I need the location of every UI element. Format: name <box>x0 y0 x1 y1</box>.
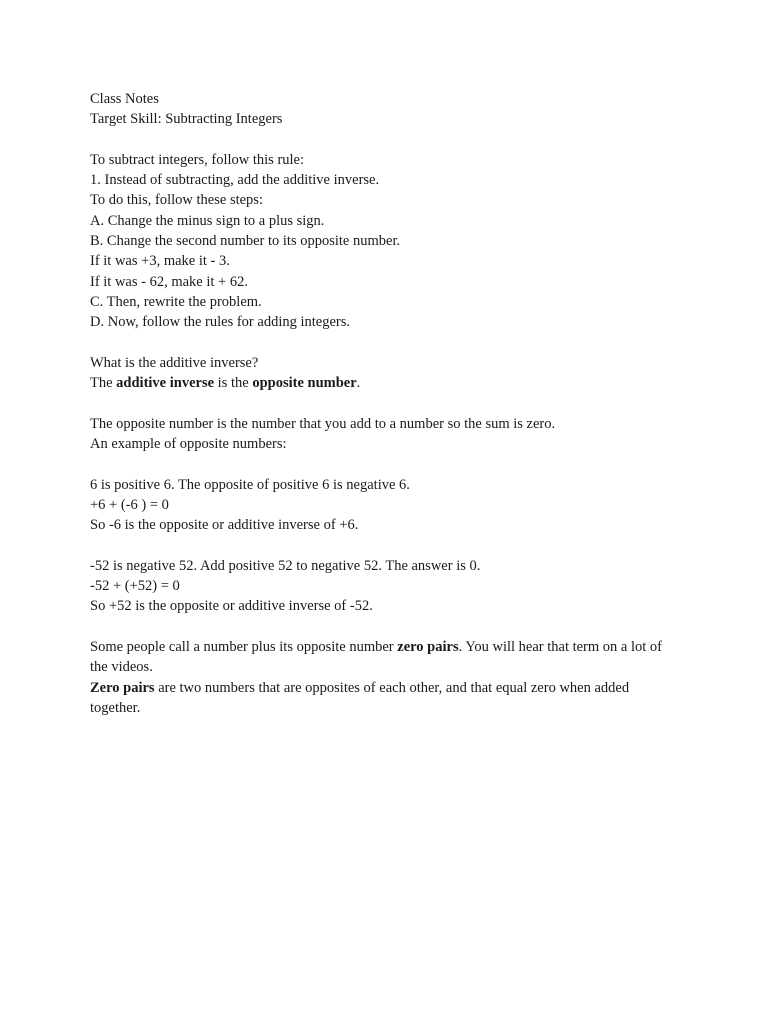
inverse-question: What is the additive inverse? <box>90 354 259 371</box>
spacer <box>90 454 680 474</box>
zero-pairs-term: zero pairs <box>397 639 459 656</box>
spacer <box>90 617 680 637</box>
opposite-example-intro: An example of opposite numbers: <box>90 436 287 453</box>
zero-pairs-p2-suffix: are two numbers that are opposites of each other, and that equal zero when added together. <box>90 679 630 716</box>
zero-pairs-paragraph-1 <box>90 637 680 678</box>
step-d: D. Now, follow the rules for adding integers. <box>90 314 351 331</box>
example-fiftytwo-line: -52 is negative 52. Add positive 52 to negative 52. The answer is 0. <box>90 557 481 574</box>
additive-inverse-term: additive inverse <box>116 375 215 392</box>
step-b-example-1: If it was +3, make it - 3. <box>90 253 230 270</box>
zero-pairs-paragraph-2 <box>90 678 680 719</box>
zero-pairs-p1-suffix: . You will hear that term on a lot of the videos. <box>90 639 662 676</box>
rule-intro: To subtract integers, follow this rule: <box>90 151 305 168</box>
target-skill: Target Skill: Subtracting Integers <box>90 111 283 128</box>
inverse-answer-middle: is the <box>214 375 253 392</box>
zero-pairs-term-2: Zero pairs <box>90 679 155 696</box>
example-six-conclusion: So -6 is the opposite or additive inverse of +6. <box>90 517 359 534</box>
spacer <box>90 333 680 353</box>
document-title: Class Notes <box>90 91 159 107</box>
document-page <box>90 89 680 718</box>
example-six-equation: +6 + (-6 ) = 0 <box>90 496 169 513</box>
opposite-definition: The opposite number is the number that you add to a number so the sum is zero. <box>90 415 556 432</box>
zero-pairs-p1-prefix: Some people call a number plus its opposite number <box>90 639 398 656</box>
step-a: A. Change the minus sign to a plus sign. <box>90 212 325 229</box>
inverse-answer-suffix: . <box>356 375 361 392</box>
steps-intro: To do this, follow these steps: <box>90 192 263 209</box>
example-fiftytwo-conclusion: So +52 is the opposite or additive inverse of -52. <box>90 598 373 615</box>
spacer <box>90 130 680 150</box>
step-c: C. Then, rewrite the problem. <box>90 293 262 310</box>
inverse-answer-prefix: The <box>90 375 117 392</box>
example-six-line: 6 is positive 6. The opposite of positive 6 is negative 6. <box>90 476 410 493</box>
example-fiftytwo-equation: -52 + (+52) = 0 <box>90 578 180 595</box>
opposite-number-term: opposite number <box>252 375 357 392</box>
rule-1: 1. Instead of subtracting, add the additive inverse. <box>90 172 380 189</box>
step-b: B. Change the second number to its opposite number. <box>90 233 401 250</box>
inverse-answer <box>90 373 680 393</box>
step-b-example-2: If it was - 62, make it + 62. <box>90 273 248 290</box>
spacer <box>90 393 680 413</box>
spacer <box>90 536 680 556</box>
